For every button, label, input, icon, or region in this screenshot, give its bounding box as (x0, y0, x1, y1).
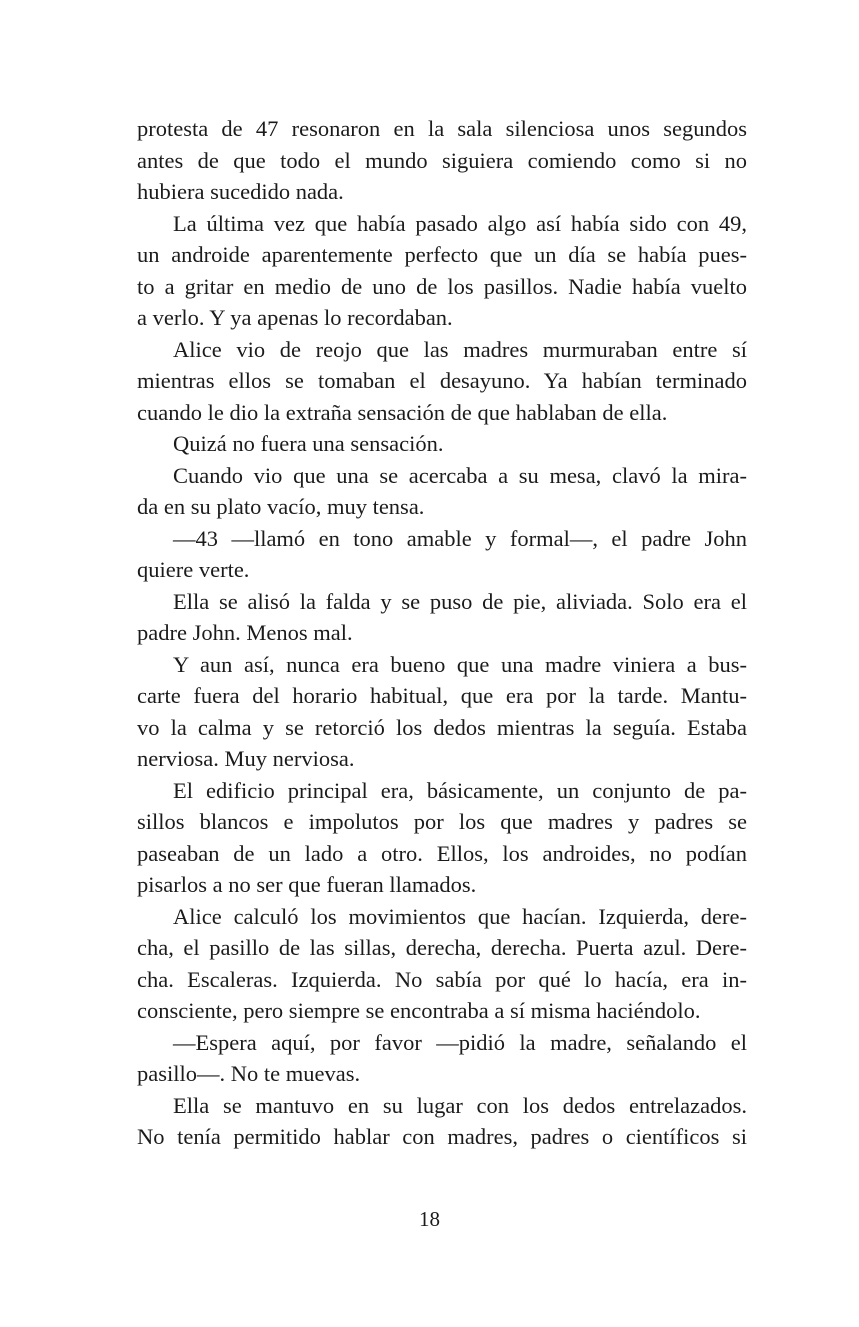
text-line: Ella se mantuvo en su lugar con los dedos entrelazados. (173, 1092, 747, 1118)
text-line: Y aun así, nunca era bueno que una madre viniera a bus- (173, 651, 747, 677)
text-line: padre John. Menos mal. (137, 620, 353, 645)
text-line: hubiera sucedido nada. (137, 179, 344, 204)
text-line: da en su plato vacío, muy tensa. (137, 494, 425, 519)
text-line: Alice calculó los movimientos que hacían. Izquierda, dere- (173, 903, 747, 929)
text-line: cha, el pasillo de las sillas, derecha, derecha. Puerta azul. Dere- (137, 935, 747, 960)
text-line: El edificio principal era, básicamente, un conjunto de pa- (173, 777, 747, 803)
text-line: pasillo—. No te muevas. (137, 1061, 361, 1086)
text-line: La última vez que había pasado algo así había sido con 49, (173, 210, 747, 236)
page-number: 18 (419, 1207, 440, 1231)
text-line: Cuando vio que una se acercaba a su mesa, clavó la mira- (173, 462, 747, 488)
text-line: consciente, pero siempre se encontraba a sí misma haciéndolo. (137, 998, 701, 1023)
text-line: un androide aparentemente perfecto que un día se había pues- (137, 242, 747, 267)
text-line: to a gritar en medio de uno de los pasillos. Nadie había vuelto (137, 273, 747, 299)
text-line: —Espera aquí, por favor —pidió la madre, señalando el (173, 1029, 747, 1055)
text-line: vo la calma y se retorció los dedos mientras la seguía. Estaba (137, 714, 747, 740)
text-line: carte fuera del horario habitual, que era por la tarde. Mantu- (137, 683, 747, 708)
text-line: paseaban de un lado a otro. Ellos, los androides, no podían (137, 840, 747, 866)
text-line: sillos blancos e impolutos por los que madres y padres se (137, 809, 747, 834)
text-line: protesta de 47 resonaron en la sala silenciosa unos segundos (137, 116, 747, 141)
text-line: cha. Escaleras. Izquierda. No sabía por qué lo hacía, era in- (137, 966, 747, 992)
text-line: Alice vio de reojo que las madres murmuraban entre sí (173, 336, 747, 362)
text-line: Ella se alisó la falda y se puso de pie, aliviada. Solo era el (173, 588, 747, 614)
text-line: nerviosa. Muy nerviosa. (137, 746, 355, 771)
text-line: quiere verte. (137, 557, 250, 582)
text-line: antes de que todo el mundo siguiera comiendo como si no (137, 147, 747, 173)
text-line: cuando le dio la extraña sensación de que hablaban de ella. (137, 399, 668, 425)
text-line: a verlo. Y ya apenas lo recordaban. (137, 305, 453, 330)
text-line: —43 —llamó en tono amable y formal—, el padre John (173, 525, 747, 551)
text-line: mientras ellos se tomaban el desayuno. Ya habían terminado (137, 368, 747, 393)
text-line: No tenía permitido hablar con madres, padres o científicos si (137, 1124, 747, 1149)
text-line: pisarlos a no ser que fueran llamados. (137, 872, 477, 897)
text-line: Quizá no fuera una sensación. (173, 431, 444, 456)
body-text (137, 113, 747, 1153)
